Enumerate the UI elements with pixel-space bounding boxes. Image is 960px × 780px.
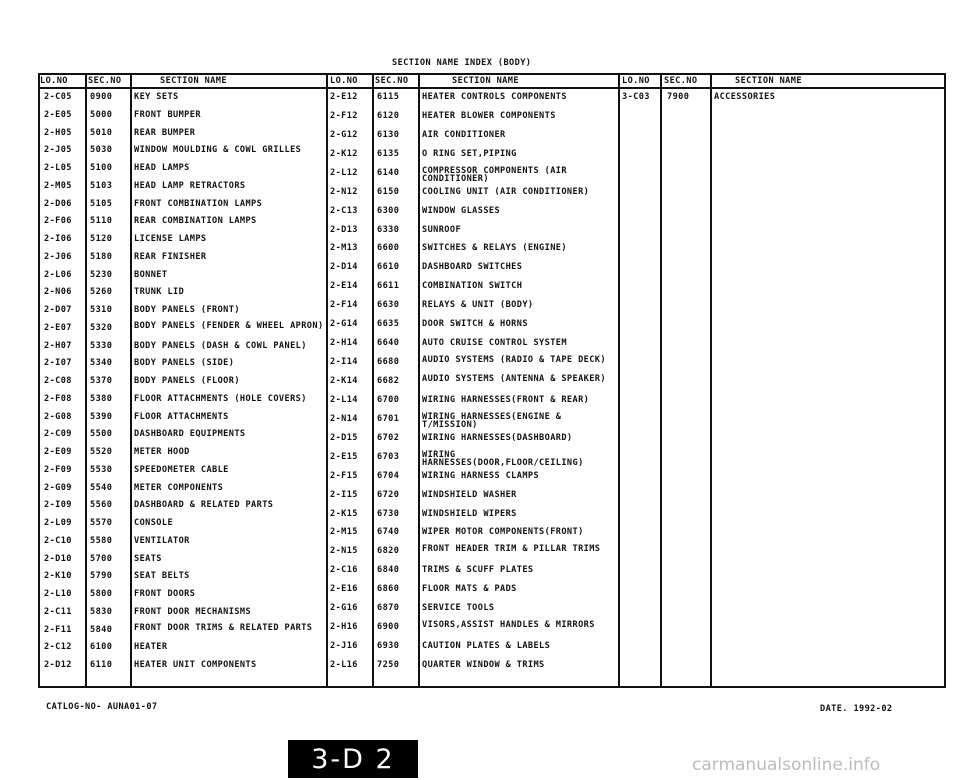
section-name-cell: BODY PANELS (SIDE) xyxy=(134,358,235,369)
lo-number-cell: 2-J06 xyxy=(44,251,72,262)
lo-number-cell: 2-H16 xyxy=(330,622,358,633)
section-name-cell: FLOOR ATTACHMENTS xyxy=(134,411,229,422)
lo-number-cell: 2-L05 xyxy=(44,163,72,173)
section-number-cell: 5840 xyxy=(90,624,113,635)
lo-number-cell: 2-E16 xyxy=(330,584,358,595)
column-divider xyxy=(130,73,132,688)
lo-number-cell: 2-C08 xyxy=(44,376,72,386)
lo-number-cell: 2-N06 xyxy=(44,287,72,298)
lo-number-cell: 2-M15 xyxy=(330,527,358,538)
lo-number-cell: 2-N15 xyxy=(330,546,358,557)
section-number-cell: 6640 xyxy=(377,338,400,349)
section-number-cell: 6330 xyxy=(377,224,400,235)
page-title: SECTION NAME INDEX (BODY) xyxy=(392,58,532,68)
lo-number-cell: 2-H05 xyxy=(44,127,72,138)
lo-number-cell: 2-C12 xyxy=(44,642,72,653)
section-name-cell: WINDOW MOULDING & COWL GRILLES xyxy=(134,145,302,156)
section-number-cell: 5103 xyxy=(90,180,113,191)
lo-number-cell: 2-L09 xyxy=(44,518,72,528)
column-header-section-name: SECTION NAME xyxy=(452,76,519,86)
section-number-cell: 5830 xyxy=(90,606,113,617)
header-divider xyxy=(38,87,944,89)
section-name-cell: HEATER BLOWER COMPONENTS xyxy=(422,110,556,121)
lo-number-cell: 2-M05 xyxy=(44,180,72,191)
column-divider xyxy=(85,73,87,688)
lo-number-cell: 2-G14 xyxy=(330,319,358,330)
lo-number-cell: 2-L10 xyxy=(44,589,72,599)
section-number-cell: 5570 xyxy=(90,518,113,528)
section-name-cell: FRONT BUMPER xyxy=(134,109,201,120)
section-name-cell: HEAD LAMPS xyxy=(134,163,190,173)
lo-number-cell: 2-F15 xyxy=(330,470,358,481)
section-number-cell: 5230 xyxy=(90,269,113,280)
page-number-badge: 3-D 2 xyxy=(288,740,418,778)
section-number-cell: 6840 xyxy=(377,565,400,576)
section-name-cell: SUNROOF xyxy=(422,224,462,235)
column-header-lo-no: LO.NO xyxy=(622,76,650,86)
section-name-cell: AUDIO SYSTEMS (ANTENNA & SPEAKER) xyxy=(422,374,606,384)
section-name-cell: SPEEDOMETER CABLE xyxy=(134,464,229,475)
section-name-cell: BODY PANELS (FRONT) xyxy=(134,305,240,315)
column-divider xyxy=(710,73,712,688)
section-name-cell: DASHBOARD & RELATED PARTS xyxy=(134,500,274,511)
section-name-cell: WIRING HARNESSES(FRONT & REAR) xyxy=(422,394,590,405)
section-number-cell: 5320 xyxy=(90,322,113,333)
column-header-section-name: SECTION NAME xyxy=(160,76,227,86)
section-name-cell: FRONT DOORS xyxy=(134,589,196,599)
section-name-cell: BODY PANELS (FLOOR) xyxy=(134,376,240,386)
section-number-cell: 6720 xyxy=(377,489,400,500)
table-top-border xyxy=(38,73,944,75)
section-name-cell: FRONT HEADER TRIM & PILLAR TRIMS xyxy=(422,544,601,555)
section-name-cell: BODY PANELS (FENDER & WHEEL APRON) xyxy=(134,320,324,331)
section-number-cell: 6900 xyxy=(377,622,400,633)
section-number-cell: 6140 xyxy=(377,167,400,178)
section-number-cell: 6635 xyxy=(377,319,400,330)
section-name-cell: SWITCHES & RELAYS (ENGINE) xyxy=(422,243,567,254)
section-name-cell: HEATER CONTROLS COMPONENTS xyxy=(422,92,567,102)
column-header-section-name: SECTION NAME xyxy=(735,76,802,86)
section-name-cell: DASHBOARD SWITCHES xyxy=(422,262,523,273)
lo-number-cell: 2-K15 xyxy=(330,508,358,519)
lo-number-cell: 2-D13 xyxy=(330,224,358,235)
section-number-cell: 5120 xyxy=(90,234,113,244)
section-number-cell: 6702 xyxy=(377,432,400,443)
section-number-cell: 7250 xyxy=(377,660,400,670)
section-name-cell: COMBINATION SWITCH xyxy=(422,281,523,292)
lo-number-cell: 2-F14 xyxy=(330,300,358,311)
lo-number-cell: 2-E09 xyxy=(44,447,72,457)
section-number-cell: 5000 xyxy=(90,109,113,120)
section-number-cell: 5800 xyxy=(90,589,113,599)
column-divider xyxy=(418,73,420,688)
lo-number-cell: 2-E14 xyxy=(330,281,358,292)
section-number-cell: 6680 xyxy=(377,357,400,368)
column-header-sec-no: SEC.NO xyxy=(375,76,409,86)
section-number-cell: 6703 xyxy=(377,451,400,462)
section-name-cell: REAR COMBINATION LAMPS xyxy=(134,216,257,227)
section-name-cell: CAUTION PLATES & LABELS xyxy=(422,641,551,652)
column-divider xyxy=(944,73,946,688)
section-number-cell: 5260 xyxy=(90,287,113,298)
document-date: DATE. 1992-02 xyxy=(820,704,893,714)
lo-number-cell: 2-C05 xyxy=(44,92,72,102)
section-name-cell: AIR CONDITIONER xyxy=(422,129,506,140)
section-number-cell: 6730 xyxy=(377,508,400,519)
section-number-cell: 6610 xyxy=(377,262,400,273)
lo-number-cell: 2-F12 xyxy=(330,110,358,121)
section-number-cell: 5390 xyxy=(90,411,113,422)
section-number-cell: 5580 xyxy=(90,535,113,546)
section-number-cell: 6930 xyxy=(377,641,400,652)
lo-number-cell: 2-K14 xyxy=(330,376,358,386)
section-name-cell: WIRING HARNESSES(DASHBOARD) xyxy=(422,432,573,443)
section-name-cell: FRONT DOOR TRIMS & RELATED PARTS xyxy=(134,622,313,633)
section-number-cell: 7900 xyxy=(667,92,690,102)
section-number-cell: 6100 xyxy=(90,642,113,653)
lo-number-cell: 2-K10 xyxy=(44,571,72,582)
section-number-cell: 6820 xyxy=(377,546,400,557)
section-number-cell: 6630 xyxy=(377,300,400,311)
section-number-cell: 6150 xyxy=(377,186,400,197)
section-number-cell: 6740 xyxy=(377,527,400,538)
section-name-cell: FLOOR ATTACHMENTS (HOLE COVERS) xyxy=(134,393,307,404)
lo-number-cell: 3-C03 xyxy=(622,92,650,102)
lo-number-cell: 2-G09 xyxy=(44,482,72,493)
section-name-cell: METER HOOD xyxy=(134,447,190,457)
section-name-cell: KEY SETS xyxy=(134,92,179,102)
lo-number-cell: 2-E07 xyxy=(44,322,72,333)
section-number-cell: 6611 xyxy=(377,281,400,292)
lo-number-cell: 2-F11 xyxy=(44,624,72,635)
lo-number-cell: 2-F06 xyxy=(44,216,72,227)
column-divider xyxy=(372,73,374,688)
section-name-cell: REAR FINISHER xyxy=(134,251,207,262)
section-name-cell: AUDIO SYSTEMS (RADIO & TAPE DECK) xyxy=(422,355,606,366)
section-number-cell: 6135 xyxy=(377,148,400,159)
catalog-number: CATLOG-NO- AUNA01-07 xyxy=(46,702,158,712)
section-name-cell: BODY PANELS (DASH & COWL PANEL) xyxy=(134,340,307,351)
column-divider xyxy=(660,73,662,688)
section-number-cell: 5340 xyxy=(90,358,113,369)
column-header-lo-no: LO.NO xyxy=(40,76,68,86)
section-name-cell: VENTILATOR xyxy=(134,535,190,546)
section-name-cell: LICENSE LAMPS xyxy=(134,234,207,244)
section-name-cell: HEATER xyxy=(134,642,168,653)
watermark-text: carmanualsonline.info xyxy=(692,755,881,775)
section-number-cell: 6120 xyxy=(377,110,400,121)
section-number-cell: 5790 xyxy=(90,571,113,582)
section-name-cell: CONSOLE xyxy=(134,518,174,528)
lo-number-cell: 2-L12 xyxy=(330,167,358,178)
section-number-cell: 5500 xyxy=(90,429,113,440)
lo-number-cell: 2-D12 xyxy=(44,660,72,670)
lo-number-cell: 2-H14 xyxy=(330,338,358,349)
lo-number-cell: 2-F08 xyxy=(44,393,72,404)
lo-number-cell: 2-D15 xyxy=(330,432,358,443)
lo-number-cell: 2-C13 xyxy=(330,205,358,216)
section-name-cell: HEAD LAMP RETRACTORS xyxy=(134,180,246,191)
section-name-cell: HEATER UNIT COMPONENTS xyxy=(134,660,257,670)
section-number-cell: 6870 xyxy=(377,603,400,614)
lo-number-cell: 2-I09 xyxy=(44,500,72,511)
section-number-cell: 6130 xyxy=(377,129,400,140)
section-name-cell: METER COMPONENTS xyxy=(134,482,224,493)
section-number-cell: 5330 xyxy=(90,340,113,351)
section-number-cell: 5100 xyxy=(90,163,113,173)
section-number-cell: 6110 xyxy=(90,660,113,670)
lo-number-cell: 2-D06 xyxy=(44,198,72,209)
lo-number-cell: 2-J05 xyxy=(44,145,72,156)
lo-number-cell: 2-H07 xyxy=(44,340,72,351)
section-number-cell: 5700 xyxy=(90,553,113,564)
lo-number-cell: 2-E12 xyxy=(330,92,358,102)
section-name-cell: WINDSHIELD WASHER xyxy=(422,489,517,500)
section-number-cell: 5560 xyxy=(90,500,113,511)
lo-number-cell: 2-E05 xyxy=(44,109,72,120)
section-name-cell: ACCESSORIES xyxy=(714,92,776,102)
lo-number-cell: 2-I07 xyxy=(44,358,72,369)
section-number-cell: 5520 xyxy=(90,447,113,457)
lo-number-cell: 2-D07 xyxy=(44,305,72,315)
section-number-cell: 5310 xyxy=(90,305,113,315)
section-name-cell: FRONT DOOR MECHANISMS xyxy=(134,606,252,617)
section-name-cell: COOLING UNIT (AIR CONDITIONER) xyxy=(422,186,590,197)
section-number-cell: 5110 xyxy=(90,216,113,227)
section-number-cell: 5370 xyxy=(90,376,113,386)
lo-number-cell: 2-J16 xyxy=(330,641,358,652)
lo-number-cell: 2-G08 xyxy=(44,411,72,422)
section-name-cell: WINDSHIELD WIPERS xyxy=(422,508,517,519)
section-name-cell: DASHBOARD EQUIPMENTS xyxy=(134,429,246,440)
lo-number-cell: 2-L16 xyxy=(330,660,358,670)
column-divider xyxy=(326,73,328,688)
lo-number-cell: 2-M13 xyxy=(330,243,358,254)
lo-number-cell: 2-N12 xyxy=(330,186,358,197)
section-number-cell: 6600 xyxy=(377,243,400,254)
section-number-cell: 6860 xyxy=(377,584,400,595)
column-divider xyxy=(38,73,40,688)
section-name-cell: FLOOR MATS & PADS xyxy=(422,584,517,595)
lo-number-cell: 2-L06 xyxy=(44,269,72,280)
lo-number-cell: 2-I14 xyxy=(330,357,358,368)
section-name-cell: WINDOW GLASSES xyxy=(422,205,501,216)
table-bottom-border xyxy=(38,686,944,688)
lo-number-cell: 2-D10 xyxy=(44,553,72,564)
lo-number-cell: 2-D14 xyxy=(330,262,358,273)
section-number-cell: 6300 xyxy=(377,205,400,216)
section-name-cell: WIRING HARNESSES(DOOR,FLOOR/CEILING) xyxy=(422,449,584,468)
lo-number-cell: 2-I06 xyxy=(44,234,72,244)
section-number-cell: 5530 xyxy=(90,464,113,475)
section-name-cell: BONNET xyxy=(134,269,168,280)
section-name-cell: WIPER MOTOR COMPONENTS(FRONT) xyxy=(422,527,584,538)
lo-number-cell: 2-G12 xyxy=(330,129,358,140)
section-number-cell: 6682 xyxy=(377,376,400,386)
section-name-cell: TRIMS & SCUFF PLATES xyxy=(422,565,534,576)
section-number-cell: 6701 xyxy=(377,413,400,424)
column-header-sec-no: SEC.NO xyxy=(88,76,122,86)
section-number-cell: 6700 xyxy=(377,394,400,405)
lo-number-cell: 2-C11 xyxy=(44,606,72,617)
section-number-cell: 6115 xyxy=(377,92,400,102)
column-header-lo-no: LO.NO xyxy=(330,76,358,86)
section-name-cell: VISORS,ASSIST HANDLES & MIRRORS xyxy=(422,620,595,631)
section-number-cell: 5180 xyxy=(90,251,113,262)
section-name-cell: O RING SET,PIPING xyxy=(422,148,517,159)
lo-number-cell: 2-C16 xyxy=(330,565,358,576)
section-name-cell: COMPRESSOR COMPONENTS (AIR CONDITIONER) xyxy=(422,165,567,184)
section-name-cell: AUTO CRUISE CONTROL SYSTEM xyxy=(422,338,567,349)
lo-number-cell: 2-K12 xyxy=(330,148,358,159)
section-name-cell: WIRING HARNESS CLAMPS xyxy=(422,470,540,481)
lo-number-cell: 2-L14 xyxy=(330,394,358,405)
section-number-cell: 0900 xyxy=(90,92,113,102)
lo-number-cell: 2-E15 xyxy=(330,451,358,462)
lo-number-cell: 2-C10 xyxy=(44,535,72,546)
section-number-cell: 5105 xyxy=(90,198,113,209)
section-name-cell: QUARTER WINDOW & TRIMS xyxy=(422,660,545,670)
lo-number-cell: 2-F09 xyxy=(44,464,72,475)
section-name-cell: REAR BUMPER xyxy=(134,127,196,138)
lo-number-cell: 2-C09 xyxy=(44,429,72,440)
lo-number-cell: 2-I15 xyxy=(330,489,358,500)
lo-number-cell: 2-N14 xyxy=(330,413,358,424)
section-name-cell: SERVICE TOOLS xyxy=(422,603,495,614)
section-name-cell: WIRING HARNESSES(ENGINE & T/MISSION) xyxy=(422,411,562,430)
section-number-cell: 6704 xyxy=(377,470,400,481)
section-name-cell: SEAT BELTS xyxy=(134,571,190,582)
lo-number-cell: 2-G16 xyxy=(330,603,358,614)
section-name-cell: TRUNK LID xyxy=(134,287,185,298)
section-number-cell: 5030 xyxy=(90,145,113,156)
section-number-cell: 5540 xyxy=(90,482,113,493)
section-name-cell: FRONT COMBINATION LAMPS xyxy=(134,198,263,209)
section-name-cell: DOOR SWITCH & HORNS xyxy=(422,319,528,330)
column-header-sec-no: SEC.NO xyxy=(664,76,698,86)
section-number-cell: 5010 xyxy=(90,127,113,138)
section-number-cell: 5380 xyxy=(90,393,113,404)
section-name-cell: SEATS xyxy=(134,553,162,564)
section-name-cell: RELAYS & UNIT (BODY) xyxy=(422,300,534,311)
column-divider xyxy=(618,73,620,688)
